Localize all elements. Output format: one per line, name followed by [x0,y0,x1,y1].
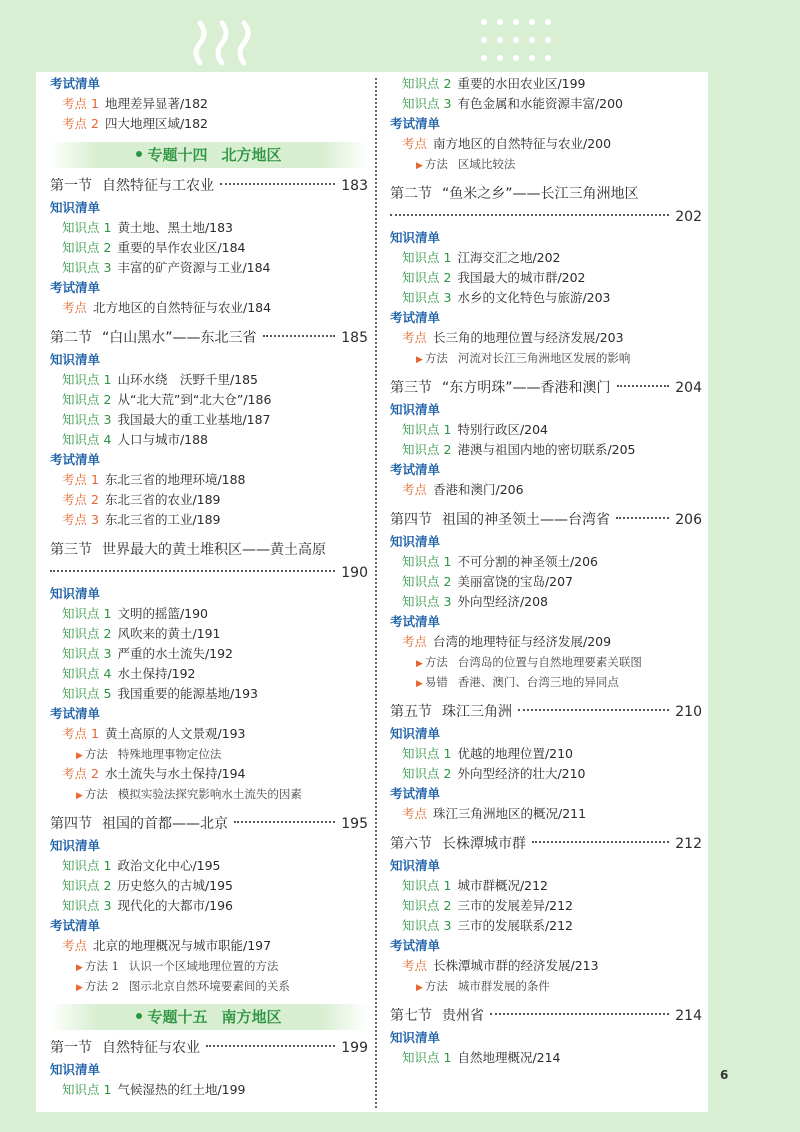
exam-point-entry [50,114,368,134]
section-title: 祖国的神圣领土——台湾省 [442,512,610,528]
entry-text: 重要的水田农业区/199 [457,76,586,91]
knowledge-point-entry [390,248,702,268]
list-heading: 知识清单 [50,838,101,853]
dot-leader [263,335,336,337]
section-entry [50,326,368,350]
entry-text: 人口与城市/188 [117,432,209,447]
section-number: 第一节 [50,178,92,194]
entry-label: 知识点 2 [402,574,452,589]
section-title: 世界最大的黄土堆积区——黄土高原 [102,542,326,558]
entry-label: 考点 1 [62,472,99,487]
list-heading: 知识清单 [50,586,101,601]
knowledge-point-entry [50,258,368,278]
section-number: 第二节 [50,330,92,346]
list-heading: 知识清单 [390,230,441,245]
list-heading: 知识清单 [50,352,101,367]
entry-text: 丰富的矿产资源与工业/184 [117,260,271,275]
knowledge-point-entry [390,572,702,592]
method-text: 特殊地理事物定位法 [117,747,222,761]
entry-label: 知识点 2 [402,766,452,781]
knowledge-point-entry [390,94,702,114]
dot-leader [234,821,335,823]
section-entry [50,812,368,836]
method-entry [50,976,368,996]
method-entry [390,348,702,368]
triangle-bullet-icon: ▶ [76,983,83,993]
entry-text: 水土流失与水土保持/194 [104,766,246,781]
entry-text: 东北三省的工业/189 [104,512,221,527]
entry-text: 水乡的文化特色与旅游/203 [457,290,611,305]
entry-label: 考点 [402,330,428,345]
exam-point-entry [390,804,702,824]
entry-label: 知识点 1 [402,554,452,569]
section-entry [50,1036,368,1060]
entry-text: 北京的地理概况与城市职能/197 [93,938,272,953]
entry-text: 优越的地理位置/210 [457,746,574,761]
entry-label: 考点 [62,300,88,315]
triangle-bullet-icon: ▶ [76,963,83,973]
list-heading: 知识清单 [390,858,441,873]
topic-name: 专题十五 [147,1008,208,1026]
triangle-bullet-icon: ▶ [416,983,423,993]
section-entry [390,700,702,724]
section-entry [50,174,368,198]
dot-leader [50,570,335,572]
section-page: 210 [675,704,702,720]
entry-text: 气候湿热的红土地/199 [117,1082,246,1097]
entry-label: 知识点 2 [402,898,452,913]
section-title: 自然特征与工农业 [102,178,214,194]
entry-label: 知识点 2 [402,270,452,285]
section-entry [390,1004,702,1028]
entry-text: 外向型经济/208 [457,594,549,609]
entry-text: 从“北大荒”到“北大仓”/186 [117,392,272,407]
exam-point-entry [50,724,368,744]
knowledge-point-entry [50,430,368,450]
entry-label: 考点 2 [62,116,99,131]
section-entry [50,538,368,584]
entry-label: 考点 [402,958,428,973]
toc-page [36,72,708,1112]
section-number: 第三节 [390,380,432,396]
knowledge-point-entry [50,644,368,664]
dot-leader [390,214,669,216]
section-number: 第四节 [50,816,92,832]
method-text: 河流对长江三角洲地区发展的影响 [457,351,631,365]
knowledge-point-entry [50,370,368,390]
entry-label: 知识点 1 [402,1050,452,1065]
entry-label: 考点 [62,938,88,953]
list-heading: 知识清单 [390,534,441,549]
knowledge-point-entry [390,74,702,94]
exam-point-entry [390,328,702,348]
knowledge-point-entry [50,218,368,238]
exam-point-entry [50,298,368,318]
entry-text: 三市的发展差异/212 [457,898,574,913]
entry-text: 有色金属和水能资源丰富/200 [457,96,624,111]
entry-text: 台湾的地理特征与经济发展/209 [433,634,612,649]
dot-leader [518,709,669,711]
entry-text: 美丽富饶的宝岛/207 [457,574,574,589]
section-page: 204 [675,380,702,396]
knowledge-point-entry [390,440,702,460]
bullet-dot-icon [136,151,142,157]
entry-label: 知识点 1 [402,250,452,265]
entry-label: 知识点 4 [62,666,112,681]
section-page: 185 [341,330,368,346]
entry-label: 知识点 1 [402,878,452,893]
entry-label: 知识点 3 [62,646,112,661]
column-divider [375,78,377,1108]
entry-text: 我国最大的重工业基地/187 [117,412,271,427]
entry-label: 知识点 4 [62,432,112,447]
entry-text: 东北三省的农业/189 [104,492,221,507]
method-label: 方法 [84,787,108,801]
method-text: 认识一个区域地理位置的方法 [128,959,279,973]
dot-leader [617,385,670,387]
list-heading: 知识清单 [390,402,441,417]
entry-text: 文明的摇篮/190 [117,606,209,621]
entry-text: 水土保持/192 [117,666,196,681]
entry-label: 知识点 3 [62,412,112,427]
entry-text: 黄土高原的人文景观/193 [104,726,246,741]
entry-text: 我国最大的城市群/202 [457,270,586,285]
dot-leader [616,517,669,519]
section-entry [390,508,702,532]
section-page: 206 [675,512,702,528]
section-page: 199 [341,1040,368,1056]
entry-label: 知识点 2 [62,240,112,255]
exam-point-entry [50,510,368,530]
list-heading: 考试清单 [50,76,101,91]
entry-label: 考点 [402,806,428,821]
triangle-bullet-icon: ▶ [76,791,83,801]
bullet-dot-icon [136,1013,142,1019]
entry-text: 香港和澳门/206 [433,482,524,497]
section-page: 190 [341,565,368,581]
entry-text: 港澳与祖国内地的密切联系/205 [457,442,636,457]
entry-label: 知识点 3 [402,96,452,111]
method-text: 城市群发展的条件 [457,979,550,993]
list-heading: 知识清单 [390,726,441,741]
list-heading: 知识清单 [390,1030,441,1045]
knowledge-point-entry [50,664,368,684]
entry-text: 南方地区的自然特征与农业/200 [433,136,612,151]
entry-label: 知识点 3 [402,290,452,305]
entry-label: 考点 1 [62,726,99,741]
exam-point-entry [390,480,702,500]
knowledge-point-entry [390,744,702,764]
list-heading: 考试清单 [390,786,441,801]
page-number: 6 [720,1068,729,1082]
entry-label: 知识点 1 [62,606,112,621]
topic-name: 专题十四 [147,146,208,164]
section-number: 第五节 [390,704,432,720]
knowledge-point-entry [390,876,702,896]
knowledge-point-entry [50,856,368,876]
section-page: 202 [675,209,702,225]
entry-text: 黄土地、黑土地/183 [117,220,234,235]
entry-text: 长三角的地理位置与经济发展/203 [433,330,624,345]
toc-left-column [50,74,368,1100]
method-entry [50,956,368,976]
method-text: 图示北京自然环境要素间的关系 [128,979,290,993]
knowledge-point-entry [390,552,702,572]
knowledge-point-entry [390,916,702,936]
list-heading: 考试清单 [390,614,441,629]
entry-text: 外向型经济的壮大/210 [457,766,586,781]
entry-label: 知识点 1 [402,422,452,437]
entry-text: 城市群概况/212 [457,878,549,893]
method-text: 香港、澳门、台湾三地的异同点 [457,675,619,689]
exam-point-entry [390,134,702,154]
exam-point-entry [390,632,702,652]
method-entry [390,154,702,174]
method-label: 方法 [84,747,108,761]
section-number: 第二节 [390,186,432,202]
entry-text: 地理差异显著/182 [104,96,209,111]
entry-label: 知识点 1 [402,746,452,761]
method-text: 台湾岛的位置与自然地理要素关联图 [457,655,642,669]
knowledge-point-entry [50,896,368,916]
knowledge-point-entry [50,1080,368,1100]
triangle-bullet-icon: ▶ [76,751,83,761]
entry-label: 知识点 2 [62,626,112,641]
section-page: 212 [675,836,702,852]
exam-point-entry [50,936,368,956]
exam-point-entry [50,764,368,784]
section-entry [390,832,702,856]
knowledge-point-entry [50,390,368,410]
entry-label: 知识点 3 [62,260,112,275]
exam-point-entry [50,94,368,114]
knowledge-point-entry [390,896,702,916]
entry-label: 考点 2 [62,766,99,781]
section-title: 长株潭城市群 [442,836,526,852]
section-number: 第七节 [390,1008,432,1024]
method-label: 方法 [424,157,448,171]
entry-text: 风吹来的黄土/191 [117,626,221,641]
entry-text: 山环水绕 沃野千里/185 [117,372,259,387]
list-heading: 考试清单 [50,706,101,721]
section-title: “鱼米之乡”——长江三角洲地区 [442,186,639,202]
entry-text: 长株潭城市群的经济发展/213 [433,958,599,973]
section-entry [390,376,702,400]
entry-label: 知识点 2 [402,76,452,91]
knowledge-point-entry [50,876,368,896]
method-entry [390,976,702,996]
section-title: 祖国的首都——北京 [102,816,228,832]
entry-label: 知识点 3 [402,918,452,933]
entry-label: 知识点 2 [62,392,112,407]
knowledge-point-entry [390,420,702,440]
method-label: 方法 [424,979,448,993]
entry-text: 特别行政区/204 [457,422,549,437]
knowledge-point-entry [50,604,368,624]
entry-text: 现代化的大都市/196 [117,898,234,913]
entry-text: 重要的旱作农业区/184 [117,240,246,255]
entry-text: 四大地理区域/182 [104,116,209,131]
list-heading: 考试清单 [50,280,101,295]
list-heading: 考试清单 [390,116,441,131]
entry-text: 自然地理概况/214 [457,1050,561,1065]
topic-banner [50,142,368,168]
knowledge-point-entry [390,1048,702,1068]
triangle-bullet-icon: ▶ [416,679,423,689]
entry-text: 三市的发展联系/212 [457,918,574,933]
wave-decoration [190,18,300,68]
entry-label: 考点 [402,136,428,151]
topic-banner [50,1004,368,1030]
method-text: 模拟实验法探究影响水土流失的因素 [117,787,302,801]
section-title: 贵州省 [442,1008,484,1024]
entry-label: 考点 3 [62,512,99,527]
section-number: 第四节 [390,512,432,528]
topic-title: 南方地区 [221,1008,282,1026]
section-page: 214 [675,1008,702,1024]
knowledge-point-entry [390,764,702,784]
knowledge-point-entry [50,410,368,430]
exam-point-entry [390,956,702,976]
method-label: 易错 [424,675,448,689]
section-number: 第一节 [50,1040,92,1056]
entry-label: 知识点 3 [402,594,452,609]
section-title: 珠江三角洲 [442,704,512,720]
entry-label: 知识点 2 [62,878,112,893]
exam-point-entry [50,490,368,510]
section-page: 183 [341,178,368,194]
entry-label: 知识点 1 [62,220,112,235]
method-entry [390,672,702,692]
entry-text: 历史悠久的古城/195 [117,878,234,893]
list-heading: 知识清单 [50,200,101,215]
method-label: 方法 2 [84,979,119,993]
section-page: 195 [341,816,368,832]
entry-label: 知识点 1 [62,858,112,873]
method-label: 方法 [424,351,448,365]
topic-title: 北方地区 [221,146,282,164]
entry-label: 考点 2 [62,492,99,507]
section-entry [390,182,702,228]
method-label: 方法 1 [84,959,119,973]
triangle-bullet-icon: ▶ [416,659,423,669]
dot-leader [220,183,335,185]
entry-text: 政治文化中心/195 [117,858,221,873]
dot-leader [532,841,669,843]
list-heading: 考试清单 [390,462,441,477]
entry-label: 考点 [402,634,428,649]
entry-text: 珠江三角洲地区的概况/211 [433,806,587,821]
knowledge-point-entry [390,288,702,308]
method-entry [390,652,702,672]
list-heading: 考试清单 [50,452,101,467]
method-entry [50,784,368,804]
entry-label: 知识点 3 [62,898,112,913]
method-text: 区域比较法 [457,157,516,171]
triangle-bullet-icon: ▶ [416,161,423,171]
entry-text: 不可分割的神圣领土/206 [457,554,599,569]
section-title: 自然特征与农业 [102,1040,200,1056]
triangle-bullet-icon: ▶ [416,355,423,365]
list-heading: 考试清单 [390,310,441,325]
list-heading: 考试清单 [390,938,441,953]
entry-text: 东北三省的地理环境/188 [104,472,246,487]
section-title: “东方明珠”——香港和澳门 [442,380,611,396]
toc-right-column [390,74,702,1068]
entry-label: 考点 1 [62,96,99,111]
dot-grid-decoration [478,16,568,66]
section-number: 第三节 [50,542,92,558]
entry-text: 严重的水土流失/192 [117,646,234,661]
entry-text: 我国重要的能源基地/193 [117,686,259,701]
entry-label: 知识点 2 [402,442,452,457]
section-number: 第六节 [390,836,432,852]
list-heading: 知识清单 [50,1062,101,1077]
knowledge-point-entry [390,268,702,288]
list-heading: 考试清单 [50,918,101,933]
section-title: “白山黑水”——东北三省 [102,330,257,346]
knowledge-point-entry [50,624,368,644]
method-label: 方法 [424,655,448,669]
method-entry [50,744,368,764]
dot-leader [206,1045,335,1047]
exam-point-entry [50,470,368,490]
dot-leader [490,1013,669,1015]
entry-label: 知识点 1 [62,372,112,387]
entry-label: 知识点 5 [62,686,112,701]
knowledge-point-entry [50,238,368,258]
knowledge-point-entry [50,684,368,704]
entry-text: 北方地区的自然特征与农业/184 [93,300,272,315]
entry-label: 考点 [402,482,428,497]
knowledge-point-entry [390,592,702,612]
entry-text: 江海交汇之地/202 [457,250,561,265]
entry-label: 知识点 1 [62,1082,112,1097]
